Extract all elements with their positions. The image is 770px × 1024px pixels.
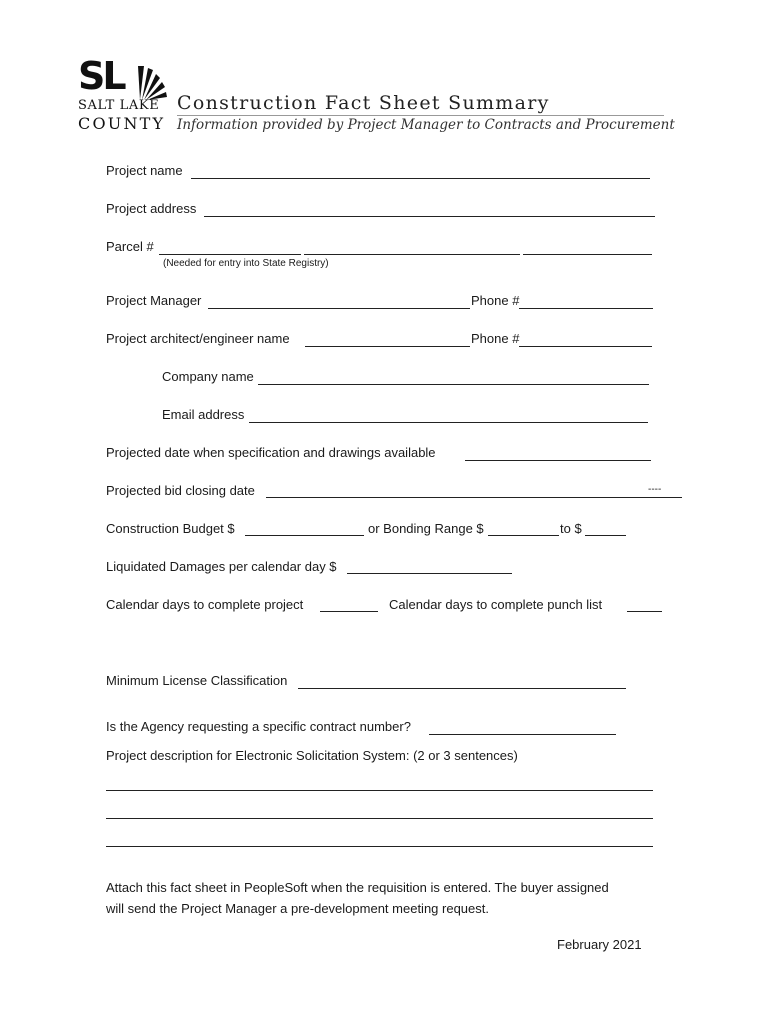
architect-input[interactable] — [305, 346, 470, 347]
revision-date: February 2021 — [557, 937, 642, 952]
parcel-input-2[interactable] — [304, 254, 520, 255]
logo-mark: SL — [78, 54, 124, 98]
parcel-label: Parcel # — [106, 239, 154, 254]
min-license-label: Minimum License Classification — [106, 673, 288, 688]
phone-label-1: Phone # — [471, 293, 520, 308]
attach-instructions-line-1: Attach this fact sheet in PeopleSoft when the requisition is entered. The buyer assigned — [106, 880, 609, 895]
architect-label: Project architect/engineer name — [106, 331, 290, 346]
email-address-label: Email address — [162, 407, 245, 422]
bonding-to-input[interactable] — [585, 535, 626, 536]
calendar-days-input[interactable] — [320, 611, 378, 612]
construction-budget-label: Construction Budget $ — [106, 521, 235, 536]
punch-list-label: Calendar days to complete punch list — [389, 597, 603, 612]
project-name-input[interactable] — [191, 178, 650, 179]
company-name-label: Company name — [162, 369, 254, 384]
projected-date-input[interactable] — [465, 460, 651, 461]
min-license-input[interactable] — [298, 688, 626, 689]
title-rule — [177, 115, 664, 116]
bonding-to-label: to $ — [560, 521, 582, 536]
construction-budget-input[interactable] — [245, 535, 364, 536]
liquidated-damages-label: Liquidated Damages per calendar day $ — [106, 559, 337, 574]
bid-closing-label: Projected bid closing date — [106, 483, 255, 498]
agency-question-input[interactable] — [429, 734, 616, 735]
attach-instructions-line-2: will send the Project Manager a pre-development meeting request. — [106, 901, 489, 916]
parcel-input-3[interactable] — [523, 254, 652, 255]
page-title: Construction Fact Sheet Summary — [177, 92, 550, 114]
projected-date-label: Projected date when specification and drawings available — [106, 445, 436, 460]
logo-line2: COUNTY — [78, 114, 166, 133]
project-address-input[interactable] — [204, 216, 655, 217]
phone-input-1[interactable] — [519, 308, 653, 309]
bonding-range-label: or Bonding Range $ — [368, 521, 484, 536]
agency-question-label: Is the Agency requesting a specific contract number? — [106, 719, 411, 734]
project-name-label: Project name — [106, 163, 183, 178]
project-manager-label: Project Manager — [106, 293, 202, 308]
phone-label-2: Phone # — [471, 331, 520, 346]
parcel-note: (Needed for entry into State Registry) — [163, 258, 329, 269]
project-description-line-1[interactable] — [106, 790, 653, 791]
punch-list-input[interactable] — [627, 611, 662, 612]
county-logo — [78, 54, 170, 134]
bonding-range-input[interactable] — [488, 535, 559, 536]
project-description-line-3[interactable] — [106, 846, 653, 847]
bid-closing-input[interactable] — [266, 497, 682, 498]
project-description-line-2[interactable] — [106, 818, 653, 819]
liquidated-damages-input[interactable] — [347, 573, 512, 574]
phone-input-2[interactable] — [519, 346, 652, 347]
logo-line1: SALT LAKE — [78, 98, 160, 113]
page-subtitle: Information provided by Project Manager to Contracts and Procurement — [177, 117, 675, 133]
bid-closing-suffix: ---- — [648, 484, 662, 495]
company-name-input[interactable] — [258, 384, 649, 385]
calendar-days-label: Calendar days to complete project — [106, 597, 304, 612]
email-address-input[interactable] — [249, 422, 648, 423]
project-manager-input[interactable] — [208, 308, 470, 309]
parcel-input-1[interactable] — [159, 254, 301, 255]
project-description-label: Project description for Electronic Solicitation System: (2 or 3 sentences) — [106, 748, 518, 763]
project-address-label: Project address — [106, 201, 197, 216]
